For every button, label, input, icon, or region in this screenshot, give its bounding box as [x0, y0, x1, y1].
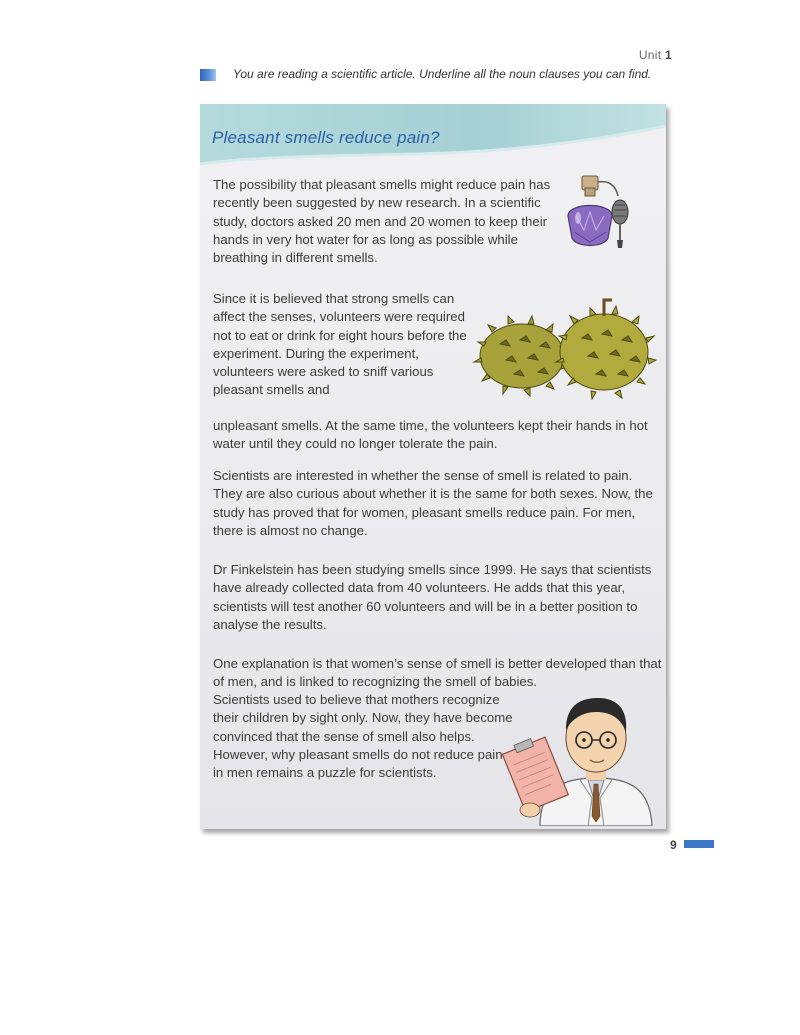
instruction-text: You are reading a scientific article. Underline all the noun clauses you can find.: [233, 67, 652, 81]
durian-fruit-illustration: [470, 294, 660, 405]
unit-label: [639, 48, 672, 62]
paragraph-2-part-1: Since it is believed that strong smells can affect the senses, volunteers were required not to eat or drink for eight hours before the experiment. During the experiment, volunteers were asked to sniff various pleasant smells and: [213, 291, 467, 398]
paragraph-5-part-1: One explanation is that women’s sense of smell is better developed than that of men, and is linked to recognizing the smell of babies.: [213, 656, 662, 690]
unit-number: 1: [665, 48, 672, 62]
page-number-bar: [684, 840, 714, 848]
article-title: Pleasant smells reduce pain?: [212, 128, 440, 147]
durian-left: [474, 316, 569, 396]
durian-right: [556, 300, 656, 399]
scientist-with-clipboard-illustration: [500, 686, 660, 831]
paragraph-2-part-2: unpleasant smells. At the same time, the volunteers kept their hands in hot water until they could no longer tolerate the pain.: [213, 418, 648, 452]
article-card: [200, 104, 666, 829]
title-band: [200, 104, 666, 174]
paragraph-3: Scientists are interested in whether the sense of smell is related to pain. They are also curious about whether it is the same for both sexes. Now, the study has proved that for women, pleasant smells reduce pain. For men, there is almost no change.: [213, 468, 653, 538]
instruction-row: [200, 67, 670, 87]
unit-word: Unit: [638, 48, 662, 62]
paragraph-4: Dr Finkelstein has been studying smells since 1999. He says that scientists have already collected data from 40 volunteers. He adds that this year, scientists will test another 60 volunteers and will be in a better position to analyse the results.: [213, 562, 652, 632]
perfume-bottle-illustration: [554, 172, 638, 261]
page-number: 9: [670, 838, 677, 852]
paragraph-1: The possibility that pleasant smells might reduce pain has recently been suggested by new research. In a scientific study, doctors asked 20 men and 20 women to keep their hands in very hot water for as long as possible while breathing in different smells.: [213, 177, 551, 266]
instruction-marker-icon: [200, 69, 216, 81]
paragraph-5-part-2: Scientists used to believe that mothers recognize their children by sight only. Now, they have become convinced that the sense of smell also helps. However, why pleasant smells do not reduce pain in men remains a puzzle for scientists.: [213, 692, 513, 781]
